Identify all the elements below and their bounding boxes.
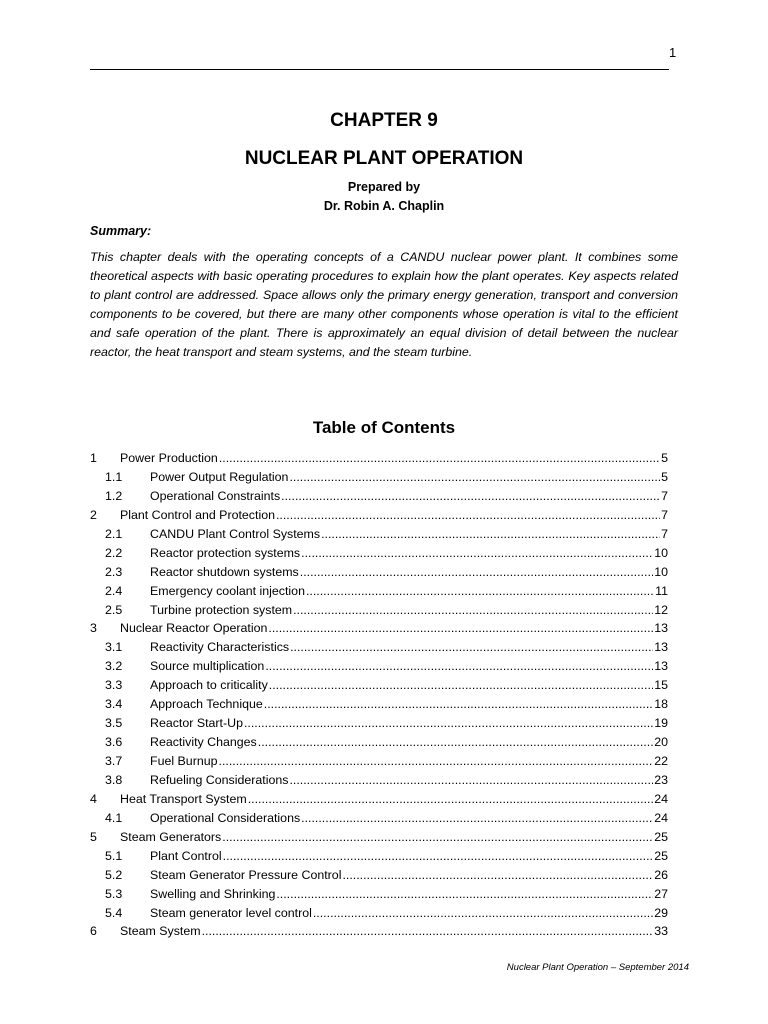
toc-entry-label: Approach Technique <box>150 697 263 712</box>
toc-entry-number: 4 <box>90 791 97 806</box>
toc-entry[interactable] <box>90 544 668 563</box>
toc-entry-label: Reactivity Characteristics <box>150 640 290 655</box>
toc-entry-label: Source multiplication <box>150 659 265 674</box>
toc-entry-number: 2.4 <box>105 583 123 598</box>
toc-entry[interactable] <box>90 582 668 601</box>
toc-leader-dots <box>219 449 660 468</box>
toc-entry-number: 5.2 <box>105 867 123 882</box>
toc-entry-number: 5.3 <box>105 886 123 901</box>
toc-leader-dots <box>265 657 653 676</box>
toc-leader-dots <box>342 866 653 885</box>
toc-entry-label: Plant Control and Protection <box>120 507 275 522</box>
toc-entry[interactable] <box>90 449 668 468</box>
toc-entry-page: 5 <box>661 451 668 465</box>
toc-entry-number: 5 <box>90 829 97 844</box>
toc-leader-dots <box>264 695 653 714</box>
toc-entry-page: 25 <box>654 829 668 844</box>
toc-entry-page: 24 <box>654 791 668 806</box>
toc-entry[interactable] <box>90 468 668 487</box>
toc-entry[interactable] <box>90 601 668 620</box>
toc-entry-number: 3.6 <box>105 735 123 750</box>
toc-entry[interactable] <box>90 506 668 525</box>
toc-entry-number: 3.2 <box>105 659 123 674</box>
header-rule <box>90 69 669 70</box>
toc-entry-page: 12 <box>654 602 668 617</box>
toc-leader-dots <box>219 752 654 771</box>
toc-entry-number: 5.1 <box>105 848 123 863</box>
toc-entry-page: 13 <box>654 659 668 674</box>
toc-entry-label: Steam generator level control <box>150 905 312 920</box>
toc-leader-dots <box>300 563 653 582</box>
toc-entry-label: Power Production <box>120 451 218 465</box>
toc-entry-page: 7 <box>661 526 668 541</box>
author-name: Dr. Robin A. Chaplin <box>323 199 445 213</box>
toc-entry[interactable] <box>90 525 668 544</box>
toc-entry[interactable] <box>90 733 668 752</box>
toc-entry-page: 29 <box>654 905 668 920</box>
toc-entry-number: 3.5 <box>105 716 123 731</box>
toc-entry-number: 3.8 <box>105 772 123 787</box>
chapter-title: NUCLEAR PLANT OPERATION <box>244 148 524 169</box>
toc-entry-label: Reactor protection systems <box>150 545 301 560</box>
toc-entry[interactable] <box>90 847 668 866</box>
toc-entry-number: 3.7 <box>105 754 123 768</box>
summary-text: This chapter deals with the operating concepts of a CANDU nuclear power plant. It combines some theoretical aspects with basic operating procedures to explain how the plant operates. Key aspects related to plant control are addressed. Space allows only the primary energy generation, transport and conversion components to be covered, but there are many other components whose operation is vital to the efficient and safe operation of the plant. There is approximately an equal division of detail between the nuclear reactor, the heat transport and steam systems, and the steam turbine. <box>90 250 678 359</box>
toc-leader-dots <box>244 714 653 733</box>
toc-entry-label: Power Output Regulation <box>150 469 289 484</box>
toc-leader-dots <box>301 809 653 828</box>
toc-leader-dots <box>301 544 653 563</box>
toc-entry-label: Turbine protection system <box>150 602 293 617</box>
toc-entry-number: 3.1 <box>105 640 123 655</box>
toc-leader-dots <box>289 468 660 487</box>
page-number: 1 <box>669 45 677 60</box>
toc-leader-dots <box>290 638 653 657</box>
page-footer: Nuclear Plant Operation – September 2014 <box>506 962 689 973</box>
toc-entry-page: 20 <box>654 735 668 750</box>
toc-entry-label: Operational Considerations <box>150 810 301 825</box>
toc-leader-dots <box>269 676 653 695</box>
toc-entry-page: 13 <box>654 621 668 636</box>
toc-entry-number: 2.3 <box>105 564 123 579</box>
toc-entry-label: Plant Control <box>150 848 222 863</box>
toc-entry-label: Operational Constraints <box>150 488 281 503</box>
toc-entry-label: Steam Generator Pressure Control <box>150 867 342 882</box>
toc-entry[interactable] <box>90 695 668 714</box>
toc-entry-page: 10 <box>654 545 668 560</box>
toc-entry[interactable] <box>90 866 668 885</box>
toc-entry-page: 24 <box>654 810 668 825</box>
toc-leader-dots <box>289 771 653 790</box>
toc-entry-label: CANDU Plant Control Systems <box>150 526 321 541</box>
toc-leader-dots <box>276 885 653 904</box>
toc-entry[interactable] <box>90 885 668 904</box>
toc-entry-number: 3.4 <box>105 697 123 712</box>
toc-leader-dots <box>306 582 654 601</box>
toc-entry[interactable] <box>90 638 668 657</box>
toc-leader-dots <box>222 828 653 847</box>
toc-entry-page: 23 <box>654 772 668 787</box>
toc-entry[interactable] <box>90 487 668 506</box>
toc-leader-dots <box>281 487 660 506</box>
prepared-by-label: Prepared by <box>347 180 421 194</box>
toc-entry[interactable] <box>90 657 668 676</box>
toc-entry[interactable] <box>90 809 668 828</box>
toc-entry-page: 27 <box>654 886 668 901</box>
toc-entry-label: Fuel Burnup <box>150 754 218 768</box>
toc-leader-dots <box>258 733 653 752</box>
author-block <box>0 178 768 216</box>
toc-entry[interactable] <box>90 676 668 695</box>
toc-entry-page: 10 <box>654 564 668 579</box>
toc-entry-page: 19 <box>654 716 668 731</box>
toc-entry-page: 7 <box>661 507 668 522</box>
toc-entry-number: 1.2 <box>105 488 123 503</box>
toc-entry[interactable] <box>90 563 668 582</box>
toc-entry-label: Reactivity Changes <box>150 735 257 750</box>
toc-entry-page: 26 <box>654 867 668 882</box>
toc-entry-number: 4.1 <box>105 810 123 825</box>
toc-entry-number: 1.1 <box>105 469 123 484</box>
toc-entry-page: 18 <box>654 697 668 712</box>
toc-title: Table of Contents <box>312 418 456 437</box>
toc-entry-label: Steam Generators <box>120 829 222 844</box>
table-of-contents <box>90 449 668 941</box>
toc-entry[interactable] <box>90 828 668 847</box>
toc-entry-page: 22 <box>654 754 668 768</box>
toc-entry-label: Refueling Considerations <box>150 772 289 787</box>
toc-entry-number: 2 <box>90 507 97 522</box>
toc-leader-dots <box>202 922 654 941</box>
toc-entry-number: 2.2 <box>105 545 123 560</box>
toc-entry[interactable] <box>90 714 668 733</box>
toc-entry-page: 5 <box>661 469 668 484</box>
toc-leader-dots <box>321 525 660 544</box>
toc-entry-label: Heat Transport System <box>120 791 247 806</box>
toc-entry-label: Emergency coolant injection <box>150 583 305 598</box>
toc-entry-page: 33 <box>654 924 668 939</box>
toc-entry-number: 2.1 <box>105 526 123 541</box>
toc-entry-page: 11 <box>655 583 668 598</box>
toc-leader-dots <box>223 847 654 866</box>
toc-entry-label: Reactor Start-Up <box>150 716 243 731</box>
toc-entry[interactable] <box>90 771 668 790</box>
toc-entry-number: 6 <box>90 924 97 939</box>
toc-entry[interactable] <box>90 790 668 809</box>
toc-entry-label: Steam System <box>120 924 201 939</box>
summary-label: Summary: <box>90 224 152 238</box>
toc-entry[interactable] <box>90 922 668 941</box>
toc-entry-page: 7 <box>661 488 668 503</box>
toc-entry-page: 15 <box>654 678 668 693</box>
toc-leader-dots <box>276 506 660 525</box>
toc-leader-dots <box>248 790 653 809</box>
toc-entry-number: 2.5 <box>105 602 123 617</box>
toc-entry-number: 5.4 <box>105 905 123 920</box>
toc-leader-dots <box>268 619 653 638</box>
toc-entry[interactable] <box>90 904 668 923</box>
toc-entry-page: 25 <box>654 848 668 863</box>
toc-entry-number: 1 <box>90 451 97 465</box>
toc-leader-dots <box>313 904 653 923</box>
toc-entry-number: 3.3 <box>105 678 123 693</box>
toc-entry-label: Reactor shutdown systems <box>150 564 299 579</box>
toc-entry-page: 13 <box>654 640 668 655</box>
toc-entry[interactable] <box>90 619 668 638</box>
toc-entry-label: Swelling and Shrinking <box>150 886 276 901</box>
toc-entry[interactable] <box>90 752 668 771</box>
toc-entry-label: Nuclear Reactor Operation <box>120 621 268 636</box>
toc-entry-number: 3 <box>90 621 97 636</box>
toc-leader-dots <box>293 601 653 620</box>
toc-entry-label: Approach to criticality <box>150 678 268 693</box>
chapter-heading: CHAPTER 9 <box>330 110 438 131</box>
